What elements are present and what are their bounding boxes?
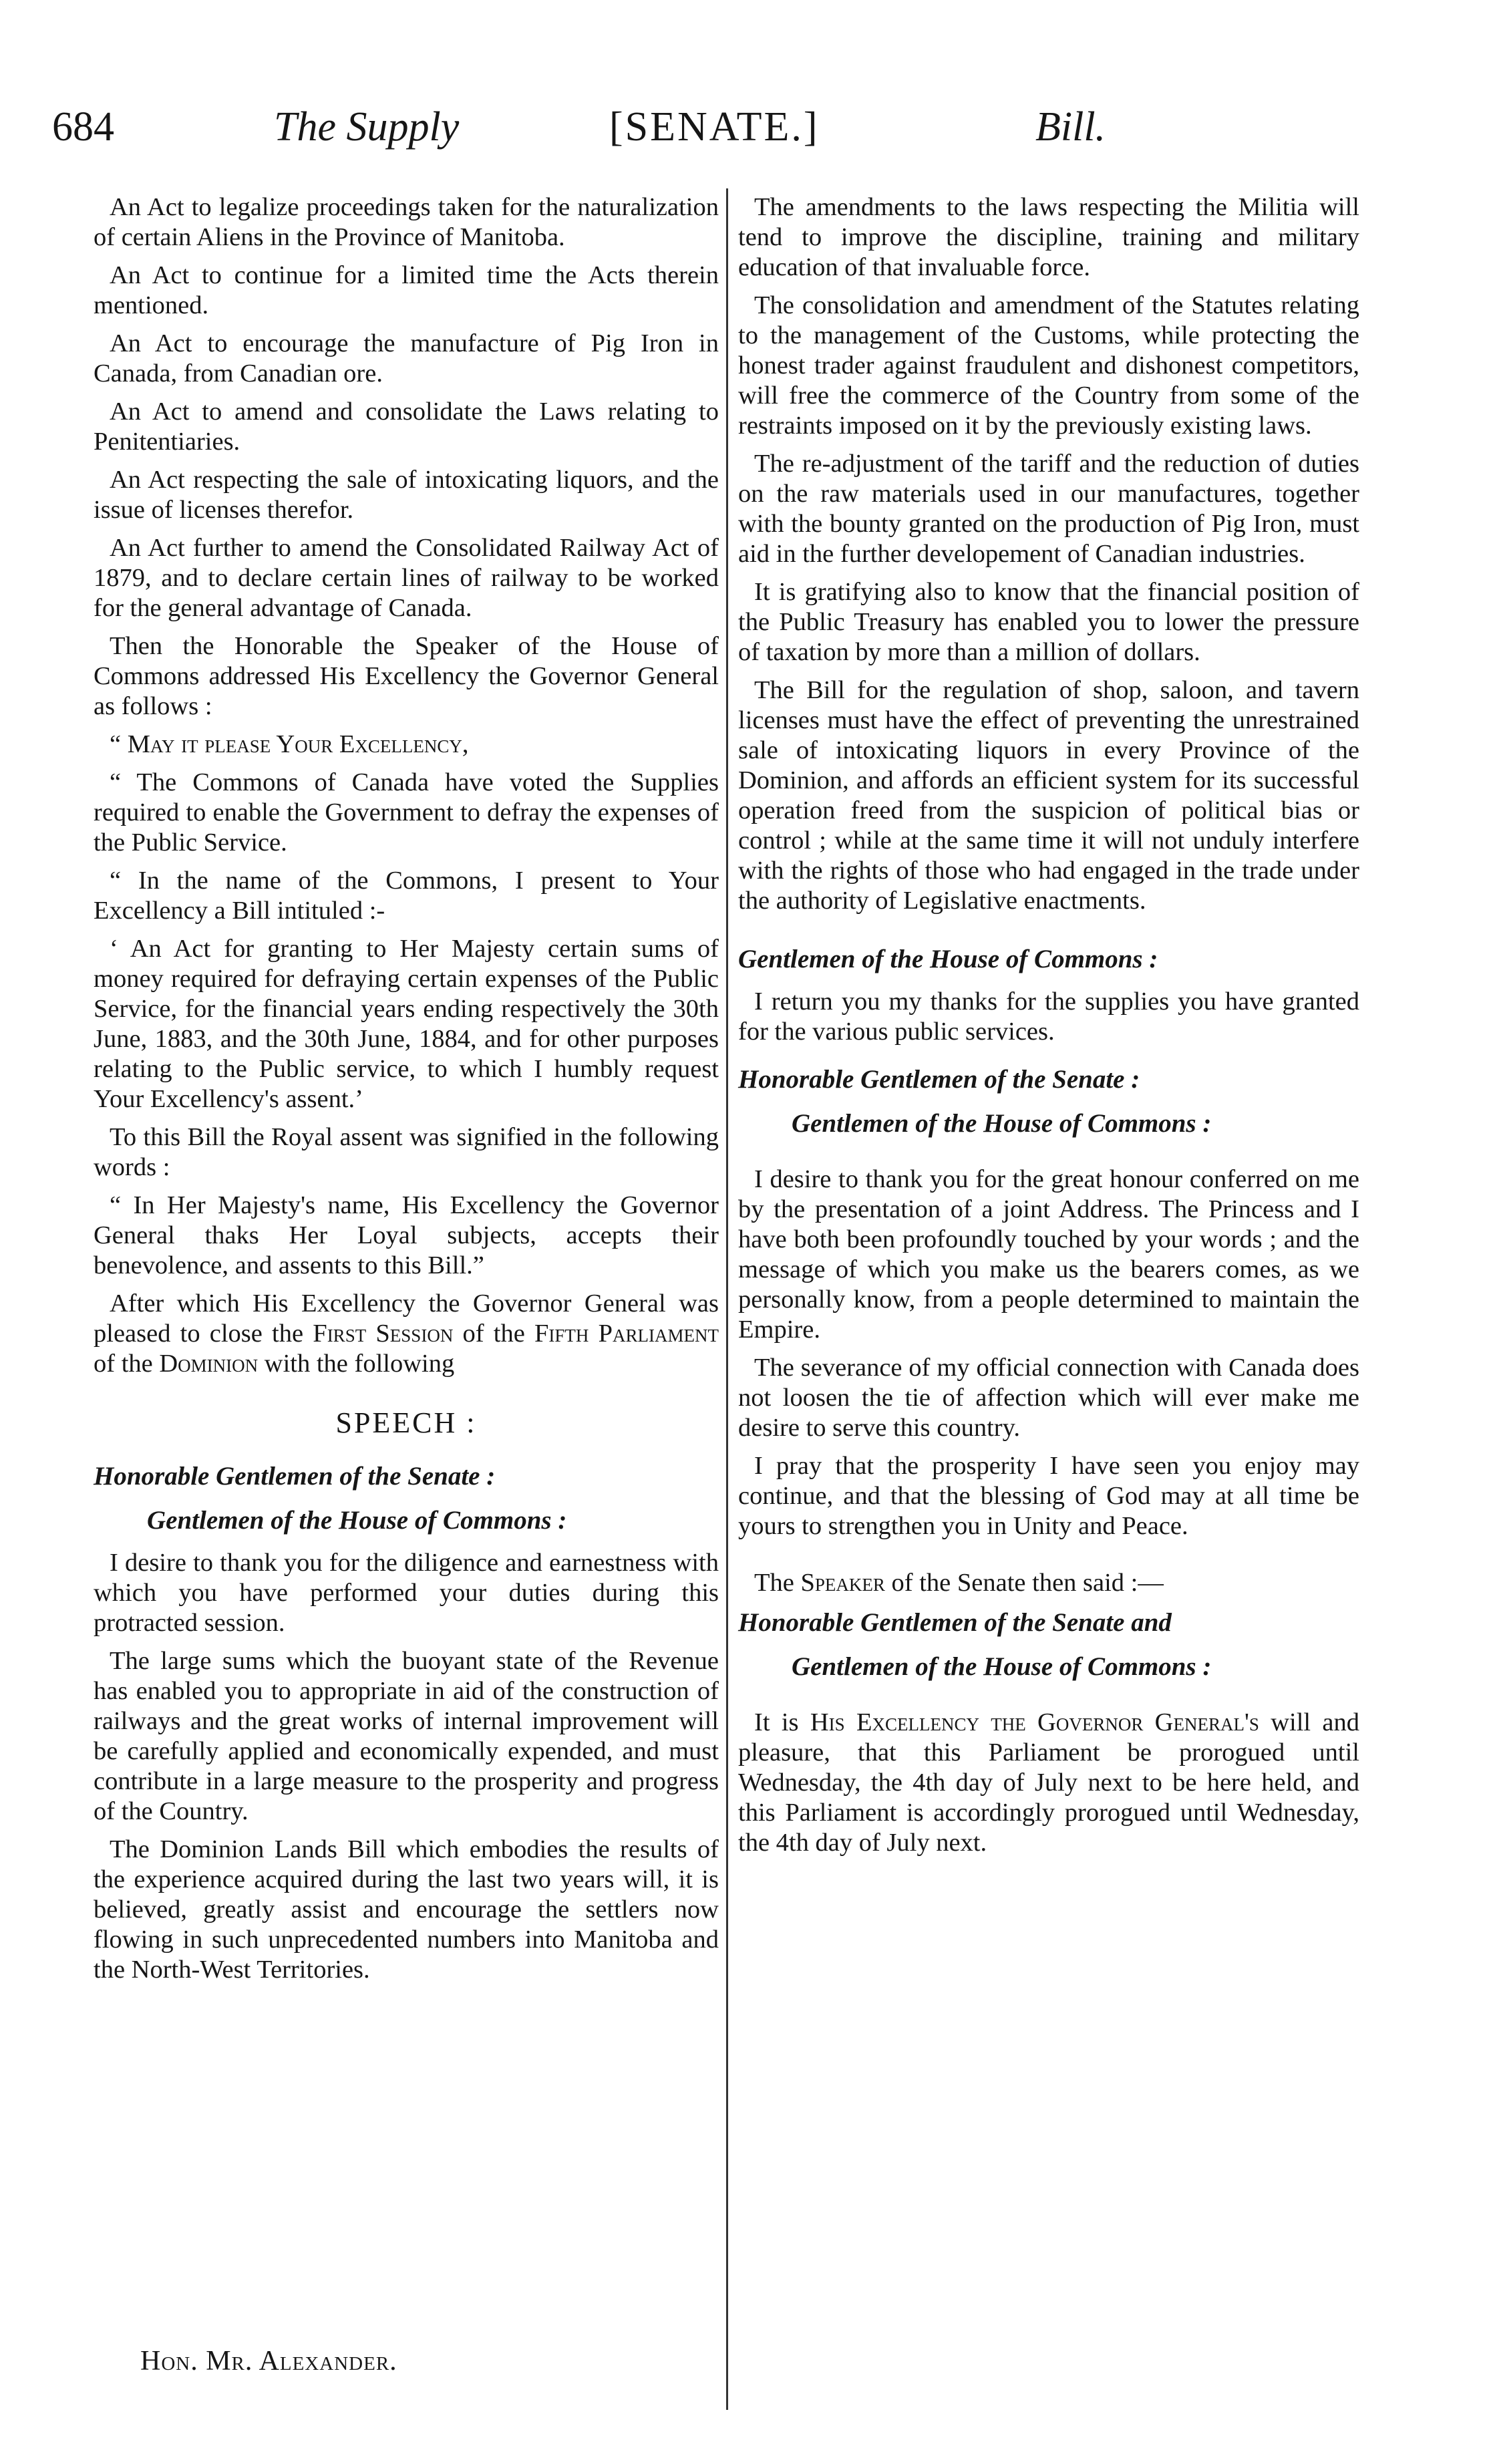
page-header [0, 100, 1491, 160]
page-number: 684 [52, 104, 114, 150]
chamber-label: [SENATE.] [609, 104, 820, 150]
paragraph: I pray that the prosperity I have seen you enjoy may continue, and that the blessing of God may at all time be yours to strengthen you in Unity and Peace. [738, 1452, 1359, 1540]
paragraph: I desire to thank you for the diligence and earnestness with which you have performed your duties during this protracted session. [94, 1549, 719, 1637]
paragraph: The amendments to the laws respecting the Militia will tend to improve the discipline, training and military education of that invaluable force. [738, 193, 1359, 281]
paragraph: The re-adjustment of the tariff and the reduction of duties on the raw materials used in our manufactures, together with the bounty granted on the production of Pig Iron, must aid in the further developement of Canadian industries. [738, 450, 1359, 568]
paragraph: The Dominion Lands Bill which embodies the results of the experience acquired during the last two years will, it is believed, greatly assist and encourage the settlers now flowing in such unprecedented numbers into Manitoba and the North-West Territories. [94, 1835, 719, 1984]
address-heading: Honorable Gentlemen of the Senate : [94, 1462, 496, 1491]
paragraph: ‘ An Act for granting to Her Majesty certain sums of money required for defraying certain expenses of the Public Service, for the financial years ending respectively the 30th June, 1883, and the 30th June, 1884, and for other purposes relating to the Public service, to which I humbly request Your Excellency's assent.’ [94, 935, 719, 1113]
paragraph: It is gratifying also to know that the financial position of the Public Treasury has enabled you to lower the pressure of taxation by more than a million of dollars. [738, 578, 1359, 666]
address-heading: Honorable Gentlemen of the Senate : [738, 1065, 1140, 1094]
paragraph: “ The Commons of Canada have voted the Supplies required to enable the Government to defray the expenses of the Public Service. [94, 768, 719, 857]
paragraph: An Act respecting the sale of intoxicating liquors, and the issue of licenses therefor. [94, 466, 719, 524]
left-column [94, 192, 719, 1993]
paragraph: I return you my thanks for the supplies you have granted for the various public services. [738, 987, 1359, 1046]
address-heading: Gentlemen of the House of Commons : [792, 1109, 1212, 1138]
paragraph: To this Bill the Royal assent was signified in the following words : [94, 1123, 719, 1181]
paragraph: The Bill for the regulation of shop, saloon, and tavern licenses must have the effect of preventing the unrestrained sale of intoxicating liquors in every Province of the Dominion, and affords an efficient system for its successful operation freed from the suspicion of political bias or control ; while at the same time it will not unduly interfere with the rights of those who had engaged in the trade under the authority of Legislative enactments. [738, 676, 1359, 915]
paragraph: “ In Her Majesty's name, His Excellency the Governor General thaks Her Loyal subjects, accepts their benevolence, and assents to this Bill.” [94, 1191, 719, 1279]
salutation: “ May it please Your Excellency, [110, 730, 469, 758]
paragraph: It is His Excellency the Governor General's will and pleasure, that this Parliament be prorogued until Wednesday, the 4th day of July next to be here held, and this Parliament is accordingly prorogued until Wednesday, the 4th day of July next. [738, 1708, 1360, 1857]
speech-heading: SPEECH : [335, 1406, 477, 1439]
paragraph: The Speaker of the Senate then said :— [754, 1569, 1164, 1597]
paragraph: The severance of my official connection with Canada does not loosen the tie of affection which will ever make me desire to serve this country. [738, 1354, 1359, 1442]
paragraph: An Act to legalize proceedings taken for the naturalization of certain Aliens in the Province of Manitoba. [94, 193, 719, 251]
address-heading: Gentlemen of the House of Commons : [147, 1506, 567, 1535]
speaker-signature: Hon. Mr. Alexander. [140, 2346, 397, 2376]
paragraph: The large sums which the buoyant state of the Revenue has enabled you to appropriate in aid of the construction of railways and the great works of internal improvement will be carefully applied and economically expended, and must contribute in a large measure to the prosperity and progress of the Country. [94, 1647, 719, 1825]
paragraph: An Act to amend and consolidate the Laws relating to Penitentiaries. [94, 398, 719, 456]
paragraph: An Act to encourage the manufacture of Pig Iron in Canada, from Canadian ore. [94, 329, 719, 388]
address-heading: Gentlemen of the House of Commons : [792, 1652, 1212, 1681]
paragraph: “ In the name of the Commons, I present to Your Excellency a Bill intituled :- [94, 867, 719, 925]
right-column [738, 192, 1359, 1866]
paragraph: An Act further to amend the Consolidated Railway Act of 1879, and to declare certain lines of railway to be worked for the general advantage of Canada. [94, 534, 719, 622]
paragraph: Then the Honorable the Speaker of the House of Commons addressed His Excellency the Governor General as follows : [94, 632, 719, 720]
address-heading: Gentlemen of the House of Commons : [738, 945, 1158, 973]
running-title-bill: Bill. [1035, 104, 1106, 150]
paragraph: I desire to thank you for the great honour conferred on me by the presentation of a joint Address. The Princess and I have both been profoundly touched by your words ; and the message of which you make us the bearers comes, as we personally know, from a people determined to maintain the Empire. [738, 1165, 1359, 1344]
running-title: The Supply [274, 104, 460, 150]
paragraph: The consolidation and amendment of the Statutes relating to the management of the Customs, while protecting the honest trader against fraudulent and dishonest competitors, will free the commerce of the Country from some of the restraints imposed on it by the previously existing laws. [738, 291, 1359, 440]
paragraph: An Act to continue for a limited time the Acts therein mentioned. [94, 261, 719, 319]
paragraph: After which His Excellency the Governor General was pleased to close the First Session of the Fifth Parliament of the Dominion with the following [94, 1289, 719, 1378]
column-divider [726, 188, 728, 2410]
address-heading: Honorable Gentlemen of the Senate and [738, 1608, 1172, 1637]
